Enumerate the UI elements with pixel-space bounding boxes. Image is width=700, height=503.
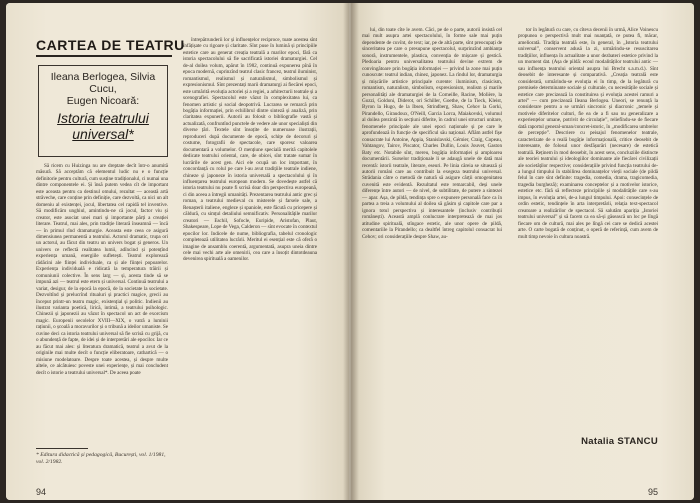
right-page-column-1 bbox=[362, 27, 502, 489]
right-col1-text: lui, din toate cîte le avem. Căci, pe de o parte, autorii insistă cel mai mult asupra artei spectacolului, în forme sale mai puțin dependente de cuvînt, de text; iar, pe de altă parte, sînt preocupați de sinceritatea pe care o presupune spectacolul, surprinzînd ambianța sonoră, instrumentele, plastica, convenția de mișcare și gestică. Pledoaria pentru universalitatea teatrului devine extrem de convingătoare prin bogăția informației — privind la zone mai puțin cunoscute: teatrul indian, chinez, japonez. La rîndul lor, dramaturgia și mișcările artistice principale curente: iluminism, clasicism, romantism, naturalism, simbolism, expresionism, realism și marile personalități ale dramaturgiei de la Corneille, Racine, Molière, la Gozzi, Goldoni, Diderot, ori Schiller, Goethe, de la Tieck, Kleist, Byron la Hugo, de la Ibsen, Strindberg, Shaw, Cehov la Gorki, Pirandello, Giraudoux, O'Neill, Garcia Lorca, Maiakovski, volumul al doilea prezintă în secțiuni diferite, în cadrul unei structuri unitare, fenomenele principale ale unei epoci naționale și pe care le aprofundează în funcție de specificul său național. Aflăm astfel fișe consacrate lui Antoine, Appia, Stanislavski, Gémier, Craig, Copeau, Vahtangov, Tairov, Piscator, Charles Dullin, Louis Jouvet, Gaston Baty etc. Notabile sînt, mereu, bogăția informației și amploarea documentării. Surselor tradiționale li se adaugă unele de dată mai recentă: istorii teatrale, literare, eseuri. Pe linia căreia se situează și autorii români care au contribuit la exegeza teatrului universal. Strădania către o metodă de natură să asigure cărții omogenitatea cuvenită este evidentă. Rezultatul este remarcabil, deși unele diferențe între autori — de nivel, de subtilitate, de putere a sintezei — apar. Așa, de pildă, tendința spre o expunere personală face ca în partea a treia a volumului al doilea să găsim și capitole care par a ignora totul perspectiva și interesantele (inclusiv contribuții românești). Această amplă conlucrare interpretează de mai jos atitudine spirituală, stîngace estetic, ale unor opere de pildă, comentariile la Pirandello; ca dealtfel întreg capitolul consacrat lui Cehov; ori considerațiile despre Shaw, au- bbox=[362, 27, 502, 240]
book-gutter bbox=[343, 3, 359, 500]
right-col2-text: tor în legătură cu care, cu cîteva decenii în urmă, Alice Voinescu propunea o perspectivă mult mai nuanțată, ce putea fi, măcar, ameliorată. Tradiția teatrală este, în general, în „Istoria teatrului universal”, conservent adusă la zi, urmărindu-se resuscitarea tradițiilor, influența în actualitate a unor dezbateri estetice privind la un moment dat. (Așa de pildă: ecoul modalităților teatrului antic — sau influența teatrului oriental asupra lui Brecht s.a.m.d.). Sînt deosebit de interesante și comparativă. „Creația teatrală este considerată, urmărindu-se evoluția ei în timp, de la legătură cu premisele determinante sociale și culturale, cu necesitățile sociale și estetice care precizează la constituirea și evoluția acestei ramuri a artei” — cum precizează Ileana Berlogea. Uneori, se renunță la considerare pentru a se urmări sincronic și diacronic „temele și motivele diferitelor culturi, fie ea de a fi sau nu generalizare a experiențelor umane, potrivit de circulație”, reliefîndu-se de fiecare dată raportul general-uman/concret-istoric, în „modificarea umbrelor de percepție”. Descriere cu peisajul fenomenelor teatrale, caracterizate de o reală bogăție informațională, critice deosebit de interesante, de folosul unor desfășurări (necesare) de estetică teatrală. Reținem în mod deosebit, în acest sens, concluziile distincte ale teoriei teatrului și ideologiilor dominante ale fiecărei civilizații ale societăților respective; considerațiile privind funcția teatrului de-a lungul timpului în stabilirea dominanțelor vieții sociale (de pildă felul în care sînt definite: tragedia, comedia, drama, tragicomedia, tragedia burgheză); examinarea conceptelor și a motivelor istorice, estetice etc. fără să reflecteze principiile și modalitățile care s-au impus, în evoluția artei, de-a lungul timpului. Apoi: consecințele de ordin estetic, tendințele în arta interpretării, relația text-spectacol creatoare a realizărilor de spectacol. Să salutăm apariția „Istoriei teatrului universal” și să facem ca ea să-și găsească un loc pe lîngă fiecare om de cultură, mai ales pe lîngă cei care se dedică acestei arte. O carte bogată de conținut, o operă de referință, cum avem de mult timp nevoie în cultura noastră. bbox=[518, 27, 658, 240]
page-number-left: 94 bbox=[36, 487, 47, 497]
review-book-title: Istoria teatrului universal* bbox=[57, 110, 149, 142]
left-page-column-1 bbox=[36, 163, 168, 445]
section-title: CARTEA DE TEATRU bbox=[36, 37, 185, 53]
book-spread bbox=[6, 3, 694, 500]
footnote-rule bbox=[36, 448, 88, 449]
review-authors-line-1: Ileana Berlogea, Silvia Cucu, bbox=[50, 71, 156, 95]
left-page-column-2 bbox=[183, 37, 317, 489]
left-col1-text: Să ricem cu Huizinga nu are dreptate decît într-o anumită măsură. Să acceptăm că elementul ludic nu e o funcție definitorie pentru cultură, cum susține tradiționalul, ci numai una dintre componentele ei. Și însă putem vedea cît de important este aceasta pentru ca destinul omului, rezultat — această artă străveche, care conține prin definiție, care dezvoltă, ca nici un alt domeniu al existenței, jocul, libertatea cel rapidă tel inventive. Să modificăm unghiul, amintindu-ne că jocul, factor viu și creator, este asociat unei mari și importante părți a creației literare. Teatrul, mai ales, prin tradiție literară înseamnă — încă — în primul rînd dramaturgie. Aceasta este ceea ce asigură dimensiunea permanentă a teatrului. Actorul dramatic, trupa ori un actorul, au făcut din teatru un univers bogat și generos. Un univers ce reflectă realitatea lumii, adîncind și potențînd experiența umană, energiile sufletești. Teatrul explorează rădăcini ale ființei individuale, ca și ale ființei popoarelor. Experiența individuală e ridicată la temperatura trăirii și comuniunii colective. În sens larg — și, acesta tinde să se impună azi — teatrul este etern și universal. Continuă teatrului a variat, desigur, de la epocă la epocă, de la societate la societate. Dezvoltînd și prelucrînd ritualuri și practici magice, grecii au început printr-un teatru magic, existențial și politic. Indienii au ilustrat varianta poetică, lirică, intimă, a teatrului psihologic. Chinezii și japonezii au văzut în spectacol un act de exorcism magic. Europenii secolelor XVIII—XIX, o vatră a luminii rațiunii, o școală a moravurilor și o tribună a ideilor umaniste. Se cuvine deci ca istoria teatrului universal să fie scrisă cu grijă, cu o abundență de fapte, de idei și de interpretări ale epocilor. Iar ce au făcut mai ales: și literatura dramatică, teatrul a avut de la originile mai multe decît o funcție eliberatoare, cathartică — o misiune modelatoare. Despre toate acestea, și despre multe altele, ce alcătuiesc poveste unei experiențe, și mai concludent decît o istorie a teatrului universal*. De aceea poate bbox=[36, 163, 168, 376]
page-number-right: 95 bbox=[647, 487, 658, 497]
review-header-box bbox=[38, 65, 168, 157]
left-col2-text: întrepătrunderii lor și influențelor reciproce, toate acestea sînt înfățișate cu rigoare și claritate. Sînt puse în lumină și principiile estetice care au generat creația teatrală a marilor epoci, fără ca istoria spectacolului să fie sacrificată istoriei dramaturgiei. Cel de-al doilea volum, apărut în 1982, continuă expunerea pînă în epoca modernă, cuprinzînd teatrul clasic francez, teatrul iluminist, romantismul, realismul și naturalismul, simbolismul și expresionismul. Sînt prezentați marii dramaturgi ai fiecărei epoci, este urmărită evoluția actoriei și a regiei, a arhitecturii teatrale și a scenografiei. Spectacolul este văzut în complexitatea lui, ca fenomen artistic și social deopotrivă. Lucrarea se remarcă prin bogăția informației, prin echilibrul dintre sinteză și analiză, prin claritatea expunerii. Autorii au folosit o bibliografie vastă și actualizată, confruntînd punctele de vedere ale unor specialiști din diverse țări. Textele sînt însoțite de numeroase ilustrații, reproduceri după documente de epocă, schițe de decoruri și costume, fotografii de spectacole, care sporesc valoarea documentară a volumelor. O mențiune specială merită capitolele dedicate teatrului oriental, care, de obicei, sînt tratate sumar în lucrările de acest gen. Aici ele ocupă un loc important, în concordanță cu rolul pe care l-au avut tradițiile teatrale indiene, chineze și japoneze în istoria universală a spectacolului și în influențarea teatrului european modern. Se dovedește astfel că istoria teatrului nu poate fi scrisă doar din perspectiva europeană, ci din aceea a întregii umanități. Prezentarea teatrului antic grec și roman, a teatrului medieval cu misterele și farsele sale, a Renașterii italiene, engleze și spaniole, este făcută cu pricepere și căldură, cu simțul detaliului semnificativ. Personalitățile marilor creatori — Eschil, Sofocle, Euripide, Aristofan, Plaut, Shakespeare, Lope de Vega, Calderon — sînt evocate în contextul epocilor lor. Indicele de nume, bibliografia, tabelul cronologic completează utilitatea lucrării. Meritul ei esențial este că oferă o imagine de ansamblu coerentă, argumentată, asupra uneia dintre cele mai vechi arte ale omenirii, cea care a însoțit dintotdeauna devenirea spirituală a oamenilor. bbox=[183, 37, 317, 263]
left-page bbox=[6, 3, 349, 500]
right-page-column-2 bbox=[518, 27, 658, 427]
review-authors-line-2: Eugen Nicoară: bbox=[66, 95, 140, 107]
right-page bbox=[351, 3, 694, 500]
author-signature: Natalia STANCU bbox=[581, 436, 658, 447]
footnote: * Editura didactică și pedagogică, București, vol. 1/1981, vol. 2/1982. bbox=[36, 452, 166, 465]
section-title-rule bbox=[36, 55, 172, 57]
